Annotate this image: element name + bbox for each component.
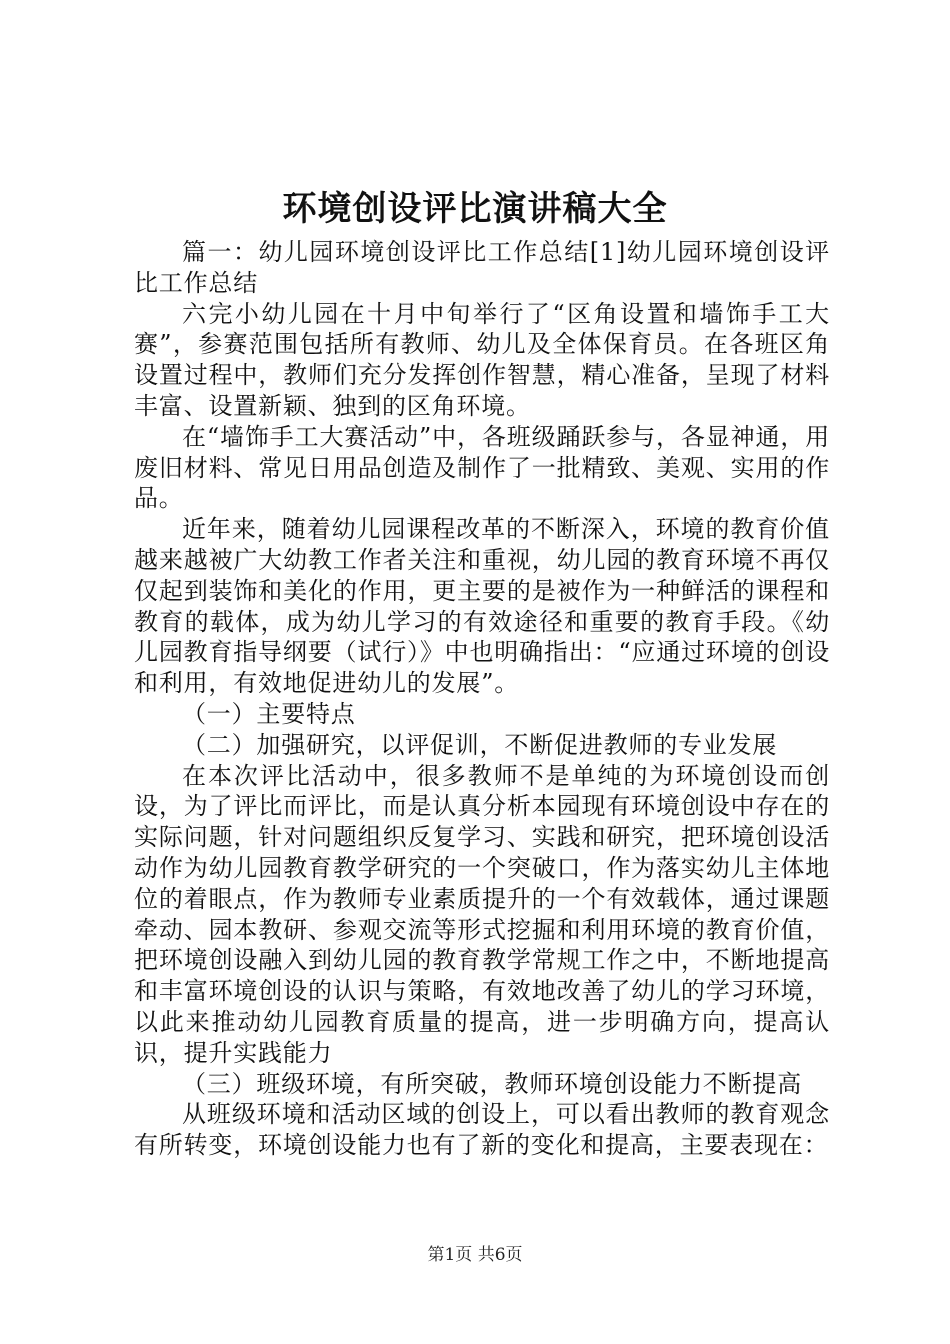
- document-body: [134, 237, 830, 1161]
- document-title: 环境创设评比演讲稿大全: [282, 189, 668, 229]
- paragraph: 近年来，随着幼儿园课程改革的不断深入，环境的教育价值越来越被广大幼教工作者关注和重视，幼儿园的教育环境不再仅仅起到装饰和美化的作用，更主要的是被作为一种鲜活的课程和教育的载体，成为幼儿学习的有效途径和重要的教育手段。《幼儿园教育指导纲要（试行）》中也明确指出：“应通过环境的创设和利用，有效地促进幼儿的发展”。: [134, 515, 830, 698]
- section-heading: （二）加强研究，以评促训，不断促进教师的专业发展: [182, 730, 778, 759]
- section-heading: （三）班级环境，有所突破，教师环境创设能力不断提高: [182, 1069, 802, 1098]
- paragraph: 从班级环境和活动区域的创设上，可以看出教师的教育观念有所转变，环境创设能力也有了新的变化和提高，主要表现在：: [134, 1100, 830, 1160]
- paragraph: 在本次评比活动中，很多教师不是单纯的为环境创设而创设，为了评比而评比，而是认真分析本园现有环境创设中存在的实际问题，针对问题组织反复学习、实践和研究，把环境创设活动作为幼儿园教育教学研究的一个突破口，作为落实幼儿主体地位的着眼点，作为教师专业素质提升的一个有效载体，通过课题牵动、园本教研、参观交流等形式挖掘和利用环境的教育价值，把环境创设融入到幼儿园的教育教学常规工作之中，不断地提高和丰富环境创设的认识与策略，有效地改善了幼儿的学习环境，以此来推动幼儿园教育质量的提高，进一步明确方向，提高认识，提升实践能力: [134, 761, 830, 1067]
- page-footer: 第1页 共6页: [427, 1245, 523, 1265]
- paragraph-heading: 篇一：幼儿园环境创设评比工作总结[1]幼儿园环境创设评比工作总结: [134, 238, 830, 297]
- paragraph: 六完小幼儿园在十月中旬举行了“区角设置和墙饰手工大赛”，参赛范围包括所有教师、幼儿及全体保育员。在各班区角设置过程中，教师们充分发挥创作智慧，精心准备，呈现了材料丰富、设置新颖、独到的区角环境。: [134, 299, 830, 420]
- paragraph: 在“墙饰手工大赛活动”中，各班级踊跃参与，各显神通，用废旧材料、常见日用品创造及制作了一批精致、美观、实用的作品。: [134, 422, 830, 513]
- section-heading: （一）主要特点: [182, 699, 356, 728]
